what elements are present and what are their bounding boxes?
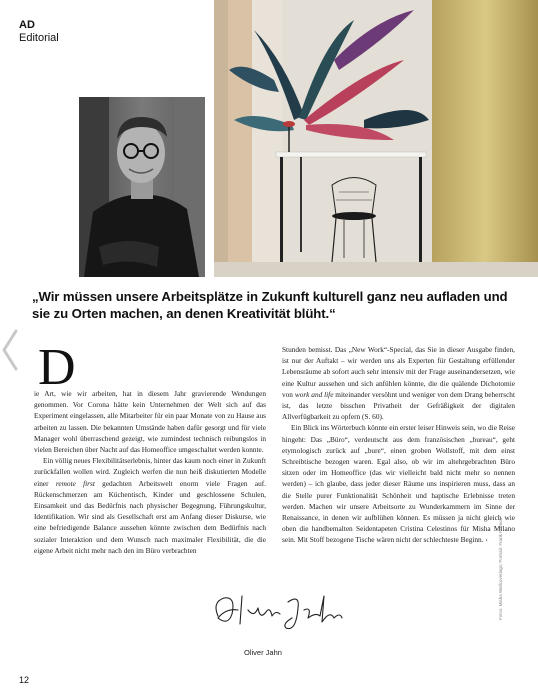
- article-column-2: [282, 344, 515, 546]
- paragraph: Stunden bemisst. Das „New Work“-Special, das Sie in dieser Ausgabe finden, ist nur der Auftakt – wir werden uns als Experten für Gestaltung erfüllender Lebensräume ab sofort auch sehr intensiv mit der Frage auseinandersetzen, wie eine Kultur aussehen und sich anfühlen könnte, die die quälende Dichotomie von work and life miteinander versöhnt und weniger von dem Drang beherrscht ist, das letzte bisschen Privatheit der Gefräßigkeit der digitalen Allverfügbarkeit zu opfern (S. 60).: [282, 345, 515, 422]
- photo-credit: Fotos: Misha Wallcoverings; Portrait: Frank Fiamon: [498, 517, 503, 620]
- office-room-photo: [214, 0, 538, 277]
- paragraph: Ein völlig neues Flexibilitätserlebnis, hinter das kaum noch einer in Zukunft zurückfallen wollen wird. Zugleich werfen die nun heiß diskutierten Modelle einer remote first gedachten Arbeitswelt enorm viele Fragen auf. Rückenschmerzen am Küchentisch, Kinder und geschlossene Schulen, Einsamkeit und das Bedürfnis nach physischer Begegnung, Führungskultur, Identifikation. Wir sind als Gesellschaft erst am Anfang dieser Diskurse, wie eine befriedigende Balance aussehen könnte zwischen dem Bedürfnis nach sozialer Interaktion und dem Wunsch nach maximaler Flexibilität, die die eigene Arbeit nicht mehr nach den im Büro verbrachten: [34, 456, 266, 555]
- drop-cap: D: [38, 339, 76, 396]
- portrait-photo: [79, 97, 205, 277]
- signature-name: Oliver Jahn: [244, 648, 282, 657]
- previous-page-button[interactable]: [0, 325, 20, 375]
- section-label: AD: [19, 19, 35, 31]
- page-number: 12: [19, 675, 30, 685]
- section-header: [19, 19, 59, 45]
- section-title: Editorial: [19, 32, 59, 44]
- paragraph: Ein Blick ins Wörterbuch könnte ein erster leiser Hinweis sein, wo die Reise hingeht: Das „Büro“, verdeutscht aus dem französischen „bureau“, geht etymologisch zurück auf „bure“, einen groben Wollstoff, mit dem einst Schreibtische bezogen waren. Egal also, ob wir im altehrgebrachten Büro sitzen oder im Homeoffice (das wir vielleicht bald nicht mehr so nennen werden) – ich glaube, dass jeder dieser Räume uns inspirieren muss, dass an die Stelle purer Funktionalität Schönheit und haptische Erlebnisse treten werden. Machen wir unsere Arbeitsorte zu Wunderkammern im Sinne der Renaissance, in denen wir aufblühen können. Es müssen ja nicht gleich wie oben die handbemalten Seidentapeten Cristina Celestinos für Misha Milano sein. Mit Stoff bezogene Tische wären nicht der schlechteste Beginn. ‹: [282, 423, 515, 545]
- article-column-1: [34, 388, 266, 556]
- pull-quote: „Wir müssen unsere Arbeitsplätze in Zukunft kulturell ganz neu aufladen und sie zu Orten machen, an denen Kreativität blüht.“: [32, 289, 508, 321]
- signature-image: [208, 588, 358, 638]
- end-mark: ‹: [485, 535, 488, 545]
- chevron-left-icon: [0, 325, 20, 375]
- paragraph: ie Art, wie wir arbeiten, hat in diesem Jahr gravierende Wendungen genommen. Vor Corona hätte kein Unternehmen der Welt sich auf das Experiment eingelassen, alle Mitarbeiter für ein paar Monate von zu Hause aus arbeiten zu lassen. Die bekannten Umstände haben dafür gesorgt und für viele Manager wohl überraschend gezeigt, wie zumindest technisch reibungslos in vielen Bereichen über Nacht auf das Homeoffice umgeschaltet werden konnte.: [34, 389, 266, 455]
